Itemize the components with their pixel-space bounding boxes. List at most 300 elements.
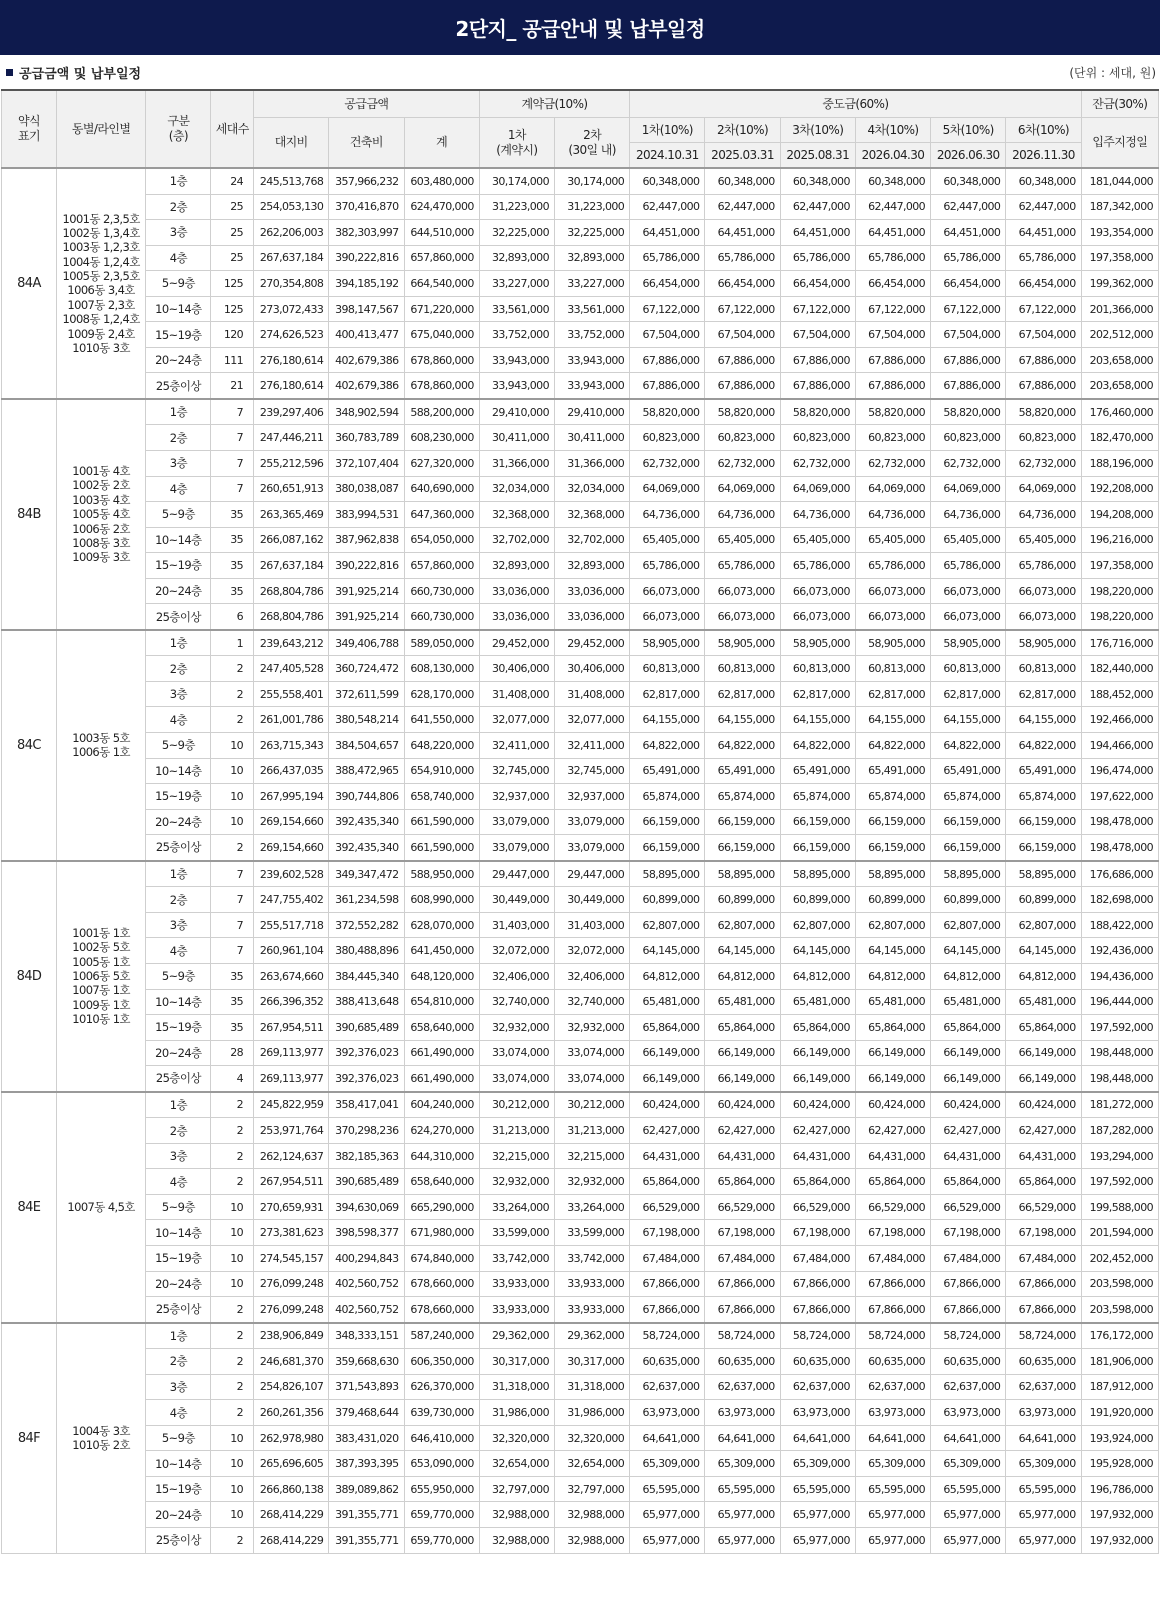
units-cell: 2 — [211, 1349, 254, 1375]
floor-cell: 4층 — [146, 1400, 211, 1426]
units-cell: 10 — [211, 1425, 254, 1451]
units-cell: 35 — [211, 989, 254, 1015]
dep1-cell: 32,654,000 — [479, 1451, 554, 1477]
balance-cell: 203,658,000 — [1081, 373, 1158, 399]
header-total: 계 — [404, 118, 479, 169]
mid5-cell: 65,481,000 — [931, 989, 1006, 1015]
mid1-cell: 65,309,000 — [630, 1451, 705, 1477]
mid5-cell: 67,198,000 — [931, 1220, 1006, 1246]
building-cell: 394,630,069 — [329, 1194, 404, 1220]
balance-cell: 203,658,000 — [1081, 347, 1158, 373]
dep1-cell: 32,745,000 — [479, 758, 554, 784]
balance-cell: 197,592,000 — [1081, 1169, 1158, 1195]
table-row — [2, 578, 1159, 604]
balance-cell: 197,622,000 — [1081, 784, 1158, 810]
floor-cell: 25층이상 — [146, 604, 211, 630]
mid6-cell: 65,864,000 — [1006, 1169, 1081, 1195]
land-cell: 253,971,764 — [254, 1118, 329, 1144]
mid2-cell: 60,899,000 — [705, 887, 780, 913]
building-cell: 402,560,752 — [329, 1297, 404, 1323]
table-row — [2, 1169, 1159, 1195]
mid6-cell: 65,405,000 — [1006, 527, 1081, 553]
land-cell: 254,053,130 — [254, 194, 329, 220]
mid3-cell: 60,635,000 — [780, 1349, 855, 1375]
floor-cell: 4층 — [146, 476, 211, 502]
mid4-cell: 66,529,000 — [855, 1194, 930, 1220]
mid4-cell: 62,637,000 — [855, 1374, 930, 1400]
floor-cell: 20~24층 — [146, 1502, 211, 1528]
mid4-cell: 62,807,000 — [855, 912, 930, 938]
units-cell: 10 — [211, 733, 254, 759]
mid3-cell: 64,641,000 — [780, 1425, 855, 1451]
mid5-cell: 65,874,000 — [931, 784, 1006, 810]
header-balance-sub: 입주지정일 — [1081, 118, 1158, 169]
total-cell: 658,640,000 — [404, 1169, 479, 1195]
mid3-cell: 58,895,000 — [780, 861, 855, 887]
balance-cell: 187,342,000 — [1081, 194, 1158, 220]
mid6-cell: 65,595,000 — [1006, 1476, 1081, 1502]
table-header — [2, 90, 1159, 168]
dep2-cell: 32,932,000 — [554, 1169, 629, 1195]
mid2-cell: 66,149,000 — [705, 1066, 780, 1092]
dep2-cell: 33,079,000 — [554, 835, 629, 861]
building-cell: 394,185,192 — [329, 271, 404, 297]
units-cell: 125 — [211, 271, 254, 297]
building-cell: 361,234,598 — [329, 887, 404, 913]
land-cell: 247,405,528 — [254, 656, 329, 682]
mid3-cell: 65,309,000 — [780, 1451, 855, 1477]
building-cell: 348,902,594 — [329, 399, 404, 425]
total-cell: 628,070,000 — [404, 912, 479, 938]
type-cell: 84F — [2, 1323, 57, 1553]
total-cell: 671,220,000 — [404, 296, 479, 322]
total-cell: 654,050,000 — [404, 527, 479, 553]
mid3-cell: 67,866,000 — [780, 1271, 855, 1297]
mid3-cell: 62,637,000 — [780, 1374, 855, 1400]
building-cell: 372,611,599 — [329, 681, 404, 707]
total-cell: 654,910,000 — [404, 758, 479, 784]
mid2-cell: 67,198,000 — [705, 1220, 780, 1246]
mid5-cell: 64,155,000 — [931, 707, 1006, 733]
units-cell: 7 — [211, 861, 254, 887]
land-cell: 262,978,980 — [254, 1425, 329, 1451]
balance-cell: 199,588,000 — [1081, 1194, 1158, 1220]
dep1-cell: 31,986,000 — [479, 1400, 554, 1426]
mid4-cell: 65,405,000 — [855, 527, 930, 553]
mid5-cell: 66,073,000 — [931, 578, 1006, 604]
mid2-cell: 65,977,000 — [705, 1527, 780, 1553]
building-cell: 380,548,214 — [329, 707, 404, 733]
mid5-cell: 65,309,000 — [931, 1451, 1006, 1477]
building-cell: 349,347,472 — [329, 861, 404, 887]
mid5-cell: 60,899,000 — [931, 887, 1006, 913]
mid3-cell: 60,424,000 — [780, 1092, 855, 1118]
mid2-cell: 67,504,000 — [705, 322, 780, 348]
balance-cell: 195,928,000 — [1081, 1451, 1158, 1477]
mid2-cell: 64,812,000 — [705, 963, 780, 989]
header-land: 대지비 — [254, 118, 329, 169]
units-cell: 10 — [211, 1220, 254, 1246]
mid5-cell: 60,823,000 — [931, 425, 1006, 451]
mid1-cell: 64,736,000 — [630, 502, 705, 528]
balance-cell: 197,932,000 — [1081, 1527, 1158, 1553]
total-cell: 657,860,000 — [404, 553, 479, 579]
units-cell: 10 — [211, 1451, 254, 1477]
mid6-cell: 64,155,000 — [1006, 707, 1081, 733]
mid4-cell: 67,504,000 — [855, 322, 930, 348]
mid6-cell: 67,198,000 — [1006, 1220, 1081, 1246]
dep2-cell: 29,447,000 — [554, 861, 629, 887]
mid1-cell: 67,886,000 — [630, 373, 705, 399]
table-row — [2, 1092, 1159, 1118]
units-cell: 10 — [211, 809, 254, 835]
mid4-cell: 63,973,000 — [855, 1400, 930, 1426]
mid2-cell: 65,491,000 — [705, 758, 780, 784]
dep1-cell: 32,932,000 — [479, 1015, 554, 1041]
floor-cell: 15~19층 — [146, 1015, 211, 1041]
mid3-cell: 64,812,000 — [780, 963, 855, 989]
total-cell: 588,200,000 — [404, 399, 479, 425]
total-cell: 654,810,000 — [404, 989, 479, 1015]
mid5-cell: 65,864,000 — [931, 1015, 1006, 1041]
mid3-cell: 66,073,000 — [780, 604, 855, 630]
table-row — [2, 399, 1159, 425]
mid4-cell: 65,786,000 — [855, 245, 930, 271]
mid5-cell: 58,905,000 — [931, 630, 1006, 656]
total-cell: 657,860,000 — [404, 245, 479, 271]
balance-cell: 188,196,000 — [1081, 451, 1158, 477]
mid3-cell: 58,724,000 — [780, 1323, 855, 1349]
land-cell: 274,626,523 — [254, 322, 329, 348]
land-cell: 255,212,596 — [254, 451, 329, 477]
dep2-cell: 29,362,000 — [554, 1323, 629, 1349]
balance-cell: 176,716,000 — [1081, 630, 1158, 656]
table-row — [2, 656, 1159, 682]
land-cell: 270,659,931 — [254, 1194, 329, 1220]
floor-cell: 4층 — [146, 245, 211, 271]
mid1-cell: 64,155,000 — [630, 707, 705, 733]
mid3-cell: 60,899,000 — [780, 887, 855, 913]
header-mid6-label: 6차(10%) — [1006, 118, 1081, 143]
mid4-cell: 66,159,000 — [855, 835, 930, 861]
units-cell: 35 — [211, 527, 254, 553]
dep1-cell: 33,752,000 — [479, 322, 554, 348]
dep2-cell: 32,797,000 — [554, 1476, 629, 1502]
land-cell: 274,545,157 — [254, 1245, 329, 1271]
mid2-cell: 66,073,000 — [705, 604, 780, 630]
mid1-cell: 65,874,000 — [630, 784, 705, 810]
total-cell: 644,310,000 — [404, 1143, 479, 1169]
dep2-cell: 31,213,000 — [554, 1118, 629, 1144]
dep2-cell: 33,933,000 — [554, 1297, 629, 1323]
mid2-cell: 60,424,000 — [705, 1092, 780, 1118]
mid2-cell: 64,641,000 — [705, 1425, 780, 1451]
section-header — [0, 55, 1160, 89]
balance-cell: 181,272,000 — [1081, 1092, 1158, 1118]
land-cell: 268,804,786 — [254, 578, 329, 604]
mid4-cell: 65,864,000 — [855, 1015, 930, 1041]
mid3-cell: 60,813,000 — [780, 656, 855, 682]
mid4-cell: 64,431,000 — [855, 1143, 930, 1169]
mid2-cell: 66,529,000 — [705, 1194, 780, 1220]
balance-cell: 192,436,000 — [1081, 938, 1158, 964]
dep2-cell: 32,072,000 — [554, 938, 629, 964]
building-cell: 358,417,041 — [329, 1092, 404, 1118]
mid2-cell: 64,822,000 — [705, 733, 780, 759]
mid6-cell: 67,886,000 — [1006, 347, 1081, 373]
mid6-cell: 62,732,000 — [1006, 451, 1081, 477]
balance-cell: 196,786,000 — [1081, 1476, 1158, 1502]
land-cell: 266,396,352 — [254, 989, 329, 1015]
total-cell: 658,740,000 — [404, 784, 479, 810]
land-cell: 245,513,768 — [254, 168, 329, 194]
mid1-cell: 65,977,000 — [630, 1527, 705, 1553]
balance-cell: 198,478,000 — [1081, 809, 1158, 835]
mid6-cell: 67,484,000 — [1006, 1245, 1081, 1271]
mid4-cell: 64,641,000 — [855, 1425, 930, 1451]
table-row — [2, 425, 1159, 451]
floor-cell: 2층 — [146, 1349, 211, 1375]
mid2-cell: 65,786,000 — [705, 245, 780, 271]
land-cell: 238,906,849 — [254, 1323, 329, 1349]
mid3-cell: 65,874,000 — [780, 784, 855, 810]
units-cell: 2 — [211, 1374, 254, 1400]
mid5-cell: 64,069,000 — [931, 476, 1006, 502]
floor-cell: 2층 — [146, 194, 211, 220]
table-row — [2, 1451, 1159, 1477]
total-cell: 665,290,000 — [404, 1194, 479, 1220]
dep2-cell: 30,317,000 — [554, 1349, 629, 1375]
dep2-cell: 29,452,000 — [554, 630, 629, 656]
table-row — [2, 553, 1159, 579]
mid4-cell: 60,899,000 — [855, 887, 930, 913]
land-cell: 260,651,913 — [254, 476, 329, 502]
mid4-cell: 62,732,000 — [855, 451, 930, 477]
mid1-cell: 58,895,000 — [630, 861, 705, 887]
header-balance: 잔금(30%) — [1081, 90, 1158, 118]
balance-cell: 202,452,000 — [1081, 1245, 1158, 1271]
dep2-cell: 32,893,000 — [554, 553, 629, 579]
mid1-cell: 65,864,000 — [630, 1015, 705, 1041]
mid1-cell: 66,529,000 — [630, 1194, 705, 1220]
mid1-cell: 66,073,000 — [630, 604, 705, 630]
floor-cell: 10~14층 — [146, 1451, 211, 1477]
dep2-cell: 33,074,000 — [554, 1040, 629, 1066]
mid3-cell: 66,149,000 — [780, 1040, 855, 1066]
units-cell: 2 — [211, 1323, 254, 1349]
mid1-cell: 63,973,000 — [630, 1400, 705, 1426]
land-cell: 266,087,162 — [254, 527, 329, 553]
mid1-cell: 64,451,000 — [630, 220, 705, 246]
land-cell: 267,954,511 — [254, 1169, 329, 1195]
mid6-cell: 64,641,000 — [1006, 1425, 1081, 1451]
mid1-cell: 62,637,000 — [630, 1374, 705, 1400]
floor-cell: 15~19층 — [146, 784, 211, 810]
land-cell: 267,637,184 — [254, 245, 329, 271]
building-cell: 380,488,896 — [329, 938, 404, 964]
table-row — [2, 912, 1159, 938]
mid3-cell: 60,348,000 — [780, 168, 855, 194]
mid1-cell: 60,348,000 — [630, 168, 705, 194]
building-cell: 392,376,023 — [329, 1040, 404, 1066]
balance-cell: 194,466,000 — [1081, 733, 1158, 759]
total-cell: 660,730,000 — [404, 604, 479, 630]
dep1-cell: 33,074,000 — [479, 1066, 554, 1092]
mid5-cell: 67,866,000 — [931, 1297, 1006, 1323]
total-cell: 659,770,000 — [404, 1502, 479, 1528]
table-row — [2, 373, 1159, 399]
mid5-cell: 67,886,000 — [931, 373, 1006, 399]
units-cell: 10 — [211, 1194, 254, 1220]
balance-cell: 193,294,000 — [1081, 1143, 1158, 1169]
header-mid5-label: 5차(10%) — [931, 118, 1006, 143]
mid4-cell: 67,122,000 — [855, 296, 930, 322]
dep1-cell: 32,072,000 — [479, 938, 554, 964]
building-cell: 390,222,816 — [329, 553, 404, 579]
land-cell: 263,674,660 — [254, 963, 329, 989]
dep2-cell: 29,410,000 — [554, 399, 629, 425]
balance-cell: 193,354,000 — [1081, 220, 1158, 246]
total-cell: 678,660,000 — [404, 1297, 479, 1323]
land-cell: 261,001,786 — [254, 707, 329, 733]
header-units: 세대수 — [211, 90, 254, 168]
mid5-cell: 60,813,000 — [931, 656, 1006, 682]
floor-cell: 1층 — [146, 1323, 211, 1349]
dep2-cell: 32,077,000 — [554, 707, 629, 733]
building-cell: 382,185,363 — [329, 1143, 404, 1169]
mid5-cell: 65,595,000 — [931, 1476, 1006, 1502]
dep1-cell: 33,227,000 — [479, 271, 554, 297]
floor-cell: 5~9층 — [146, 733, 211, 759]
header-mid2-label: 2차(10%) — [705, 118, 780, 143]
mid3-cell: 64,069,000 — [780, 476, 855, 502]
mid6-cell: 62,637,000 — [1006, 1374, 1081, 1400]
mid2-cell: 60,813,000 — [705, 656, 780, 682]
mid3-cell: 62,817,000 — [780, 681, 855, 707]
dep2-cell: 32,411,000 — [554, 733, 629, 759]
mid4-cell: 65,864,000 — [855, 1169, 930, 1195]
balance-cell: 196,216,000 — [1081, 527, 1158, 553]
mid3-cell: 67,122,000 — [780, 296, 855, 322]
mid2-cell: 66,073,000 — [705, 578, 780, 604]
units-cell: 125 — [211, 296, 254, 322]
floor-cell: 4층 — [146, 938, 211, 964]
mid5-cell: 64,431,000 — [931, 1143, 1006, 1169]
page-title: 2단지_ 공급안내 및 납부일정 — [455, 17, 705, 41]
dep2-cell: 32,932,000 — [554, 1015, 629, 1041]
units-cell: 7 — [211, 399, 254, 425]
mid4-cell: 62,817,000 — [855, 681, 930, 707]
balance-cell: 201,594,000 — [1081, 1220, 1158, 1246]
mid3-cell: 62,807,000 — [780, 912, 855, 938]
mid5-cell: 65,977,000 — [931, 1502, 1006, 1528]
balance-cell: 197,358,000 — [1081, 553, 1158, 579]
dep1-cell: 30,406,000 — [479, 656, 554, 682]
land-cell: 269,154,660 — [254, 835, 329, 861]
mid1-cell: 58,905,000 — [630, 630, 705, 656]
mid1-cell: 67,886,000 — [630, 347, 705, 373]
mid1-cell: 64,069,000 — [630, 476, 705, 502]
building-cell: 382,303,997 — [329, 220, 404, 246]
floor-cell: 1층 — [146, 168, 211, 194]
dep1-cell: 30,174,000 — [479, 168, 554, 194]
table-row — [2, 630, 1159, 656]
mid4-cell: 66,159,000 — [855, 809, 930, 835]
mid5-cell: 67,504,000 — [931, 322, 1006, 348]
dep2-cell: 33,943,000 — [554, 373, 629, 399]
header-dong: 동별/라인별 — [56, 90, 145, 168]
units-cell: 7 — [211, 425, 254, 451]
floor-cell: 1층 — [146, 861, 211, 887]
section-title: 공급금액 및 납부일정 — [19, 66, 142, 82]
table-row — [2, 758, 1159, 784]
table-row — [2, 502, 1159, 528]
mid3-cell: 66,529,000 — [780, 1194, 855, 1220]
table-row — [2, 938, 1159, 964]
mid1-cell: 62,732,000 — [630, 451, 705, 477]
land-cell: 262,124,637 — [254, 1143, 329, 1169]
units-cell: 7 — [211, 912, 254, 938]
floor-cell: 20~24층 — [146, 347, 211, 373]
mid6-cell: 65,309,000 — [1006, 1451, 1081, 1477]
dep2-cell: 32,702,000 — [554, 527, 629, 553]
mid2-cell: 65,864,000 — [705, 1015, 780, 1041]
units-cell: 2 — [211, 1169, 254, 1195]
units-cell: 6 — [211, 604, 254, 630]
total-cell: 644,510,000 — [404, 220, 479, 246]
dong-cell: 1003동 5호 1006동 1호 — [56, 630, 145, 861]
mid1-cell: 65,405,000 — [630, 527, 705, 553]
building-cell: 402,679,386 — [329, 373, 404, 399]
total-cell: 624,270,000 — [404, 1118, 479, 1144]
dep1-cell: 33,036,000 — [479, 604, 554, 630]
units-cell: 2 — [211, 1092, 254, 1118]
floor-cell: 3층 — [146, 220, 211, 246]
balance-cell: 203,598,000 — [1081, 1297, 1158, 1323]
mid3-cell: 67,886,000 — [780, 347, 855, 373]
mid2-cell: 64,451,000 — [705, 220, 780, 246]
land-cell: 266,860,138 — [254, 1476, 329, 1502]
balance-cell: 192,208,000 — [1081, 476, 1158, 502]
table-row — [2, 1245, 1159, 1271]
total-cell: 671,980,000 — [404, 1220, 479, 1246]
units-cell: 7 — [211, 887, 254, 913]
units-cell: 35 — [211, 553, 254, 579]
header-floor: 구분 (층) — [146, 90, 211, 168]
table-row — [2, 194, 1159, 220]
type-cell: 84E — [2, 1092, 57, 1323]
mid1-cell: 64,431,000 — [630, 1143, 705, 1169]
building-cell: 372,552,282 — [329, 912, 404, 938]
units-cell: 2 — [211, 656, 254, 682]
mid3-cell: 67,198,000 — [780, 1220, 855, 1246]
dep2-cell: 30,449,000 — [554, 887, 629, 913]
land-cell: 269,154,660 — [254, 809, 329, 835]
dep1-cell: 29,362,000 — [479, 1323, 554, 1349]
mid6-cell: 62,817,000 — [1006, 681, 1081, 707]
mid6-cell: 66,529,000 — [1006, 1194, 1081, 1220]
building-cell: 370,298,236 — [329, 1118, 404, 1144]
floor-cell: 25층이상 — [146, 835, 211, 861]
dep1-cell: 32,034,000 — [479, 476, 554, 502]
mid3-cell: 58,905,000 — [780, 630, 855, 656]
mid2-cell: 62,447,000 — [705, 194, 780, 220]
mid4-cell: 65,786,000 — [855, 553, 930, 579]
dong-cell: 1004동 3호 1010동 2호 — [56, 1323, 145, 1553]
units-cell: 10 — [211, 1245, 254, 1271]
mid3-cell: 65,786,000 — [780, 245, 855, 271]
floor-cell: 20~24층 — [146, 1271, 211, 1297]
